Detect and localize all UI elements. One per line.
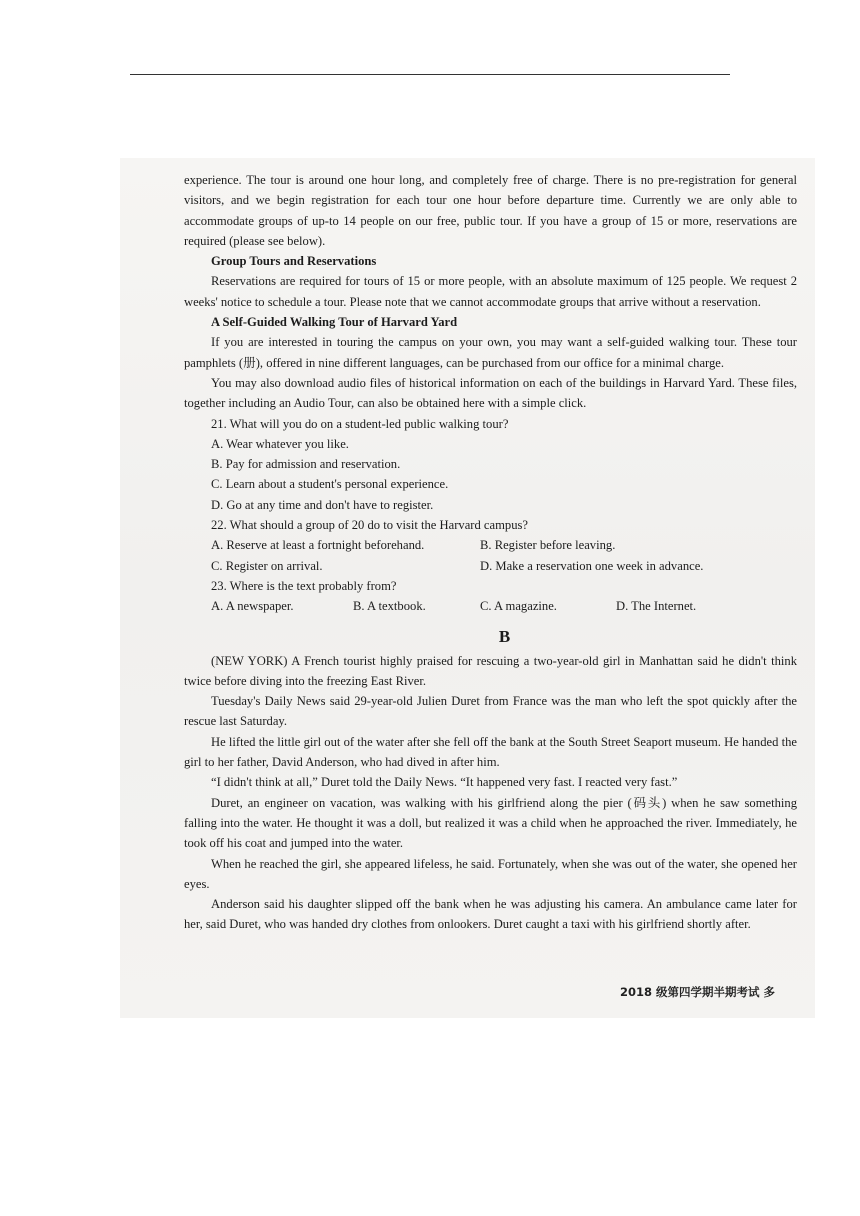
question-23-stem: 23. Where is the text probably from? [211,578,397,593]
passage-b-paragraph: He lifted the little girl out of the water after she fell off the bank at the South Street Seaport museum. He handed the girl to her father, David Anderson, who had dived in after him. [184,734,797,770]
question-22-option-d: D. Make a reservation one week in advance. [480,558,704,573]
question-22-option-c: C. Register on arrival. [211,558,323,573]
top-rule [130,74,730,75]
exam-content [184,170,797,935]
question-23-option-a: A. A newspaper. [211,599,294,614]
question-21-option-b: B. Pay for admission and reservation. [211,457,401,472]
section-b-heading: B [498,626,511,646]
question-22-option-a: A. Reserve at least a fortnight beforehand. [211,538,425,553]
group-tours-paragraph: Reservations are required for tours of 15 or more people, with an absolute maximum of 125 people. We request 2 weeks' notice to schedule a tour. Please note that we cannot accommodate groups that arrive without a reservation. [184,274,797,309]
question-22-option-b: B. Register before leaving. [480,538,616,553]
question-23-options-row [184,596,797,616]
passage-b-paragraph: “I didn't think at all,” Duret told the Daily News. “It happened very fast. I reacted very fast.” [211,775,678,790]
question-22-options-row-1 [184,535,797,555]
question-22-options-row-2 [184,556,797,576]
self-guided-paragraph-2: You may also download audio files of historical information on each of the buildings in Harvard Yard. These files, together including an Audio Tour, can also be obtained here with a simple click. [184,375,797,411]
question-21-option-d: D. Go at any time and don't have to register. [211,497,434,512]
question-23-option-c: C. A magazine. [480,599,557,614]
question-22-stem: 22. What should a group of 20 do to visit the Harvard campus? [211,518,528,533]
self-guided-paragraph-1: If you are interested in touring the campus on your own, you may want a self-guided walking tour. These tour pamphlets (册), offered in nine different languages, can be purchased from our office for a minimal charge. [184,335,797,370]
self-guided-heading: A Self-Guided Walking Tour of Harvard Yard [211,315,458,330]
passage-b-paragraph: Duret, an engineer on vacation, was walking with his girlfriend along the pier (码头) when he saw something falling into the water. He thought it was a doll, but realized it was a child when he approached the river. Immediately, he took off his coat and jumped into the water. [184,795,797,851]
question-21-stem: 21. What will you do on a student-led public walking tour? [211,416,509,431]
question-23-option-d: D. The Internet. [616,599,697,614]
question-21-option-c: C. Learn about a student's personal experience. [211,477,449,492]
passage-a-paragraph: experience. The tour is around one hour long, and completely free of charge. There is no pre-registration for general visitors, and we begin registration for each tour one hour before departure time. Currently we are only able to accommodate groups of up-to 14 people on our free, public tour. If you have a group of 15 or more, reservations are required (please see below). [184,173,797,248]
passage-b-paragraph: (NEW YORK) A French tourist highly praised for rescuing a two-year-old girl in Manhattan said he didn't think twice before diving into the freezing East River. [184,653,797,688]
question-21-option-a: A. Wear whatever you like. [211,436,349,451]
group-tours-heading: Group Tours and Reservations [211,254,377,269]
question-23-option-b: B. A textbook. [353,599,426,614]
passage-b-paragraph: Anderson said his daughter slipped off the bank when he was adjusting his camera. An ambulance came later for her, said Duret, who was handed dry clothes from onlookers. Duret caught a taxi with his girlfriend shortly after. [184,897,797,932]
passage-b-paragraph: Tuesday's Daily News said 29-year-old Julien Duret from France was the man who left the spot quickly after the rescue last Saturday. [184,694,797,729]
page-footer: 2018 级第四学期半期考试 多 [620,985,776,999]
passage-b-paragraph: When he reached the girl, she appeared lifeless, he said. Fortunately, when she was out of the water, she opened her eyes. [184,856,797,891]
